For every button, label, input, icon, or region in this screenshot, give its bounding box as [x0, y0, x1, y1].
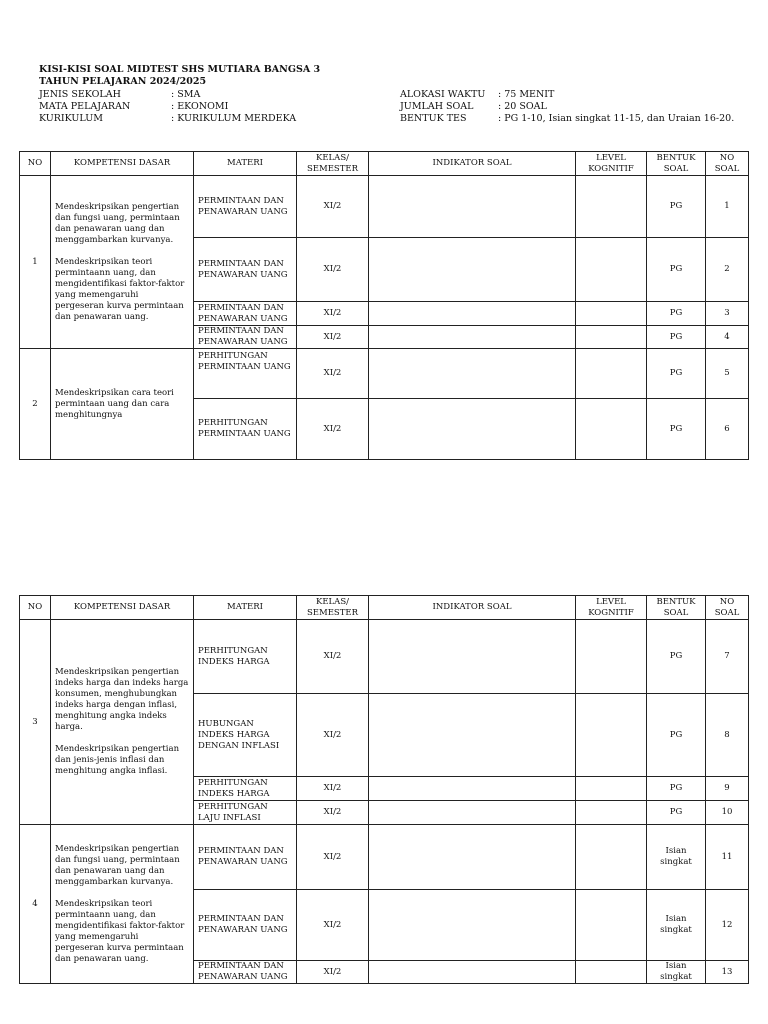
- kd-paragraph: Mendeskripsikan pengertian dan fungsi uang, permintaan dan penawaran uang dan menggambarkan kurvanya.: [55, 201, 180, 245]
- materi-cell: PERHITUNGAN INDEKS HARGA: [194, 777, 297, 801]
- bentuk-cell: PG: [647, 326, 706, 349]
- bentuk-cell: Isian singkat: [647, 890, 706, 961]
- kelas-cell: XI/2: [297, 777, 369, 801]
- kelas-cell: XI/2: [297, 238, 369, 302]
- title-line-2: TAHUN PELAJARAN 2024/2025: [39, 76, 207, 87]
- no-soal-cell: 9: [706, 777, 749, 801]
- level-cell: [576, 399, 647, 460]
- col-header-bentuk: BENTUK: [656, 152, 696, 163]
- info-label-mata-pelajaran: MATA PELAJARAN: [39, 101, 131, 112]
- info-value-jumlah-soal: : 20 SOAL: [498, 101, 547, 112]
- info-label-alokasi-waktu: ALOKASI WAKTU: [400, 89, 486, 100]
- kd-paragraph: Mendeskripsikan cara teori permintaan uang dan cara menghitungnya: [55, 387, 174, 420]
- level-cell: [576, 176, 647, 238]
- col-header-kognitif: KOGNITIF: [588, 607, 634, 618]
- kelas-cell: XI/2: [297, 302, 369, 326]
- col-header-no-2: NO: [719, 596, 735, 607]
- no-soal-cell: 8: [706, 694, 749, 777]
- col-header-kelas-semester: [297, 596, 369, 620]
- materi-cell: PERMINTAAN DAN PENAWARAN UANG: [194, 302, 297, 326]
- group-number: 4: [20, 825, 51, 984]
- kelas-cell: XI/2: [297, 694, 369, 777]
- col-header-soal: SOAL: [663, 607, 689, 618]
- group-number: 2: [20, 349, 51, 460]
- level-cell: [576, 349, 647, 399]
- col-header-no-soal: [706, 152, 749, 176]
- info-value-kurikulum: : KURIKULUM MERDEKA: [171, 113, 297, 124]
- col-header-level-kognitif: [576, 596, 647, 620]
- bentuk-cell: Isian singkat: [647, 825, 706, 890]
- col-header-kelas: KELAS/: [315, 596, 350, 607]
- info-label-bentuk-tes: BENTUK TES: [400, 113, 467, 124]
- group-number: 3: [20, 620, 51, 825]
- kd-paragraph: Mendeskripsikan teori permintaann uang, dan mengidentifikasi faktor-faktor yang memengaruhi pergeseran kurva permintaan dan penawaran uang.: [55, 898, 185, 964]
- col-header-bentuk: BENTUK: [656, 596, 696, 607]
- bentuk-cell: PG: [647, 176, 706, 238]
- materi-cell: PERMINTAAN DAN PENAWARAN UANG: [194, 238, 297, 302]
- info-value-alokasi-waktu: : 75 MENIT: [498, 89, 555, 100]
- col-header-kompetensi-dasar: KOMPETENSI DASAR: [51, 596, 194, 620]
- materi-cell: PERHITUNGAN PERMINTAAN UANG: [194, 399, 297, 460]
- indikator-cell: [369, 349, 576, 399]
- info-value-bentuk-tes: : PG 1-10, Isian singkat 11-15, dan Uraian 16-20.: [498, 113, 735, 124]
- indikator-cell: [369, 890, 576, 961]
- level-cell: [576, 825, 647, 890]
- level-cell: [576, 302, 647, 326]
- kelas-cell: XI/2: [297, 620, 369, 694]
- bentuk-cell: PG: [647, 238, 706, 302]
- kelas-cell: XI/2: [297, 349, 369, 399]
- col-header-bentuk-soal: [647, 596, 706, 620]
- col-header-indikator-soal: INDIKATOR SOAL: [369, 152, 576, 176]
- level-cell: [576, 238, 647, 302]
- col-header-no: NO: [20, 152, 51, 176]
- indikator-cell: [369, 825, 576, 890]
- col-header-no: NO: [20, 596, 51, 620]
- col-header-soal-2: SOAL: [714, 163, 740, 174]
- no-soal-cell: 7: [706, 620, 749, 694]
- col-header-semester: SEMESTER: [306, 163, 359, 174]
- kisi-table-1: [19, 151, 749, 460]
- level-cell: [576, 890, 647, 961]
- kelas-cell: XI/2: [297, 176, 369, 238]
- materi-cell: PERMINTAAN DAN PENAWARAN UANG: [194, 961, 297, 984]
- level-cell: [576, 777, 647, 801]
- col-header-semester: SEMESTER: [306, 607, 359, 618]
- table-header-row: [20, 152, 749, 176]
- group-number: 1: [20, 176, 51, 349]
- materi-cell: PERMINTAAN DAN PENAWARAN UANG: [194, 890, 297, 961]
- document-title: [39, 64, 320, 88]
- table-row: [20, 176, 749, 238]
- kelas-cell: XI/2: [297, 890, 369, 961]
- col-header-kelas-semester: [297, 152, 369, 176]
- col-header-soal: SOAL: [663, 163, 689, 174]
- col-header-no-soal: [706, 596, 749, 620]
- bentuk-cell: PG: [647, 302, 706, 326]
- col-header-kelas: KELAS/: [315, 152, 350, 163]
- info-label-jenis-sekolah: JENIS SEKOLAH: [39, 89, 121, 100]
- indikator-cell: [369, 777, 576, 801]
- indikator-cell: [369, 694, 576, 777]
- col-header-materi: MATERI: [194, 596, 297, 620]
- materi-cell: PERMINTAAN DAN PENAWARAN UANG: [194, 326, 297, 349]
- col-header-kognitif: KOGNITIF: [588, 163, 634, 174]
- no-soal-cell: 11: [706, 825, 749, 890]
- info-label-jumlah-soal: JUMLAH SOAL: [400, 101, 474, 112]
- kelas-cell: XI/2: [297, 399, 369, 460]
- materi-cell: PERMINTAAN DAN PENAWARAN UANG: [194, 825, 297, 890]
- kelas-cell: XI/2: [297, 801, 369, 825]
- col-header-materi: MATERI: [194, 152, 297, 176]
- materi-cell: PERHITUNGAN LAJU INFLASI: [194, 801, 297, 825]
- info-value-mata-pelajaran: : EKONOMI: [171, 101, 229, 112]
- col-header-kompetensi-dasar: KOMPETENSI DASAR: [51, 152, 194, 176]
- no-soal-cell: 1: [706, 176, 749, 238]
- level-cell: [576, 801, 647, 825]
- no-soal-cell: 10: [706, 801, 749, 825]
- kisi-table-2: [19, 595, 749, 984]
- bentuk-cell: PG: [647, 777, 706, 801]
- indikator-cell: [369, 326, 576, 349]
- col-header-indikator-soal: INDIKATOR SOAL: [369, 596, 576, 620]
- indikator-cell: [369, 399, 576, 460]
- kelas-cell: XI/2: [297, 825, 369, 890]
- no-soal-cell: 4: [706, 326, 749, 349]
- table-row: [20, 349, 749, 399]
- kd-paragraph: Mendeskripsikan teori permintaann uang, dan mengidentifikasi faktor-faktor yang memengaruhi pergeseran kurva permintaan dan penawaran uang.: [55, 256, 185, 322]
- indikator-cell: [369, 620, 576, 694]
- kompetensi-dasar-cell: [51, 825, 194, 984]
- table-header-row: [20, 596, 749, 620]
- col-header-no-2: NO: [719, 152, 735, 163]
- bentuk-cell: PG: [647, 801, 706, 825]
- no-soal-cell: 13: [706, 961, 749, 984]
- col-header-bentuk-soal: [647, 152, 706, 176]
- bentuk-cell: PG: [647, 399, 706, 460]
- materi-cell: HUBUNGAN INDEKS HARGA DENGAN INFLASI: [194, 694, 297, 777]
- no-soal-cell: 2: [706, 238, 749, 302]
- indikator-cell: [369, 176, 576, 238]
- level-cell: [576, 694, 647, 777]
- level-cell: [576, 620, 647, 694]
- kd-paragraph: Mendeskripsikan pengertian dan jenis-jenis inflasi dan menghitung angka inflasi.: [55, 744, 180, 776]
- table-row: [20, 825, 749, 890]
- no-soal-cell: 3: [706, 302, 749, 326]
- info-label-kurikulum: KURIKULUM: [39, 113, 103, 124]
- materi-cell: PERHITUNGAN INDEKS HARGA: [194, 620, 297, 694]
- kompetensi-dasar-cell: [51, 349, 194, 460]
- kelas-cell: XI/2: [297, 961, 369, 984]
- kompetensi-dasar-cell: [51, 176, 194, 349]
- indikator-cell: [369, 961, 576, 984]
- materi-cell: PERHITUNGAN PERMINTAAN UANG: [194, 349, 297, 399]
- indikator-cell: [369, 801, 576, 825]
- level-cell: [576, 961, 647, 984]
- col-header-soal-2: SOAL: [714, 607, 740, 618]
- bentuk-cell: Isian singkat: [647, 961, 706, 984]
- bentuk-cell: PG: [647, 694, 706, 777]
- kd-paragraph: Mendeskripsikan pengertian dan fungsi uang, permintaan dan penawaran uang dan menggambarkan kurvanya.: [55, 843, 180, 887]
- bentuk-cell: PG: [647, 620, 706, 694]
- table-row: [20, 620, 749, 694]
- col-header-level: LEVEL: [596, 596, 626, 607]
- col-header-level: LEVEL: [596, 152, 626, 163]
- kd-paragraph: Mendeskripsikan pengertian indeks harga dan indeks harga konsumen, menghubungkan indeks harga dengan inflasi, menghitung angka indeks harga.: [55, 667, 189, 732]
- bentuk-cell: PG: [647, 349, 706, 399]
- info-value-jenis-sekolah: : SMA: [171, 89, 201, 100]
- kelas-cell: XI/2: [297, 326, 369, 349]
- no-soal-cell: 12: [706, 890, 749, 961]
- materi-cell: PERMINTAAN DAN PENAWARAN UANG: [194, 176, 297, 238]
- col-header-level-kognitif: [576, 152, 647, 176]
- indikator-cell: [369, 302, 576, 326]
- title-line-1: KISI-KISI SOAL MIDTEST SHS MUTIARA BANGSA 3: [39, 64, 321, 75]
- kompetensi-dasar-cell: [51, 620, 194, 825]
- level-cell: [576, 326, 647, 349]
- no-soal-cell: 5: [706, 349, 749, 399]
- no-soal-cell: 6: [706, 399, 749, 460]
- indikator-cell: [369, 238, 576, 302]
